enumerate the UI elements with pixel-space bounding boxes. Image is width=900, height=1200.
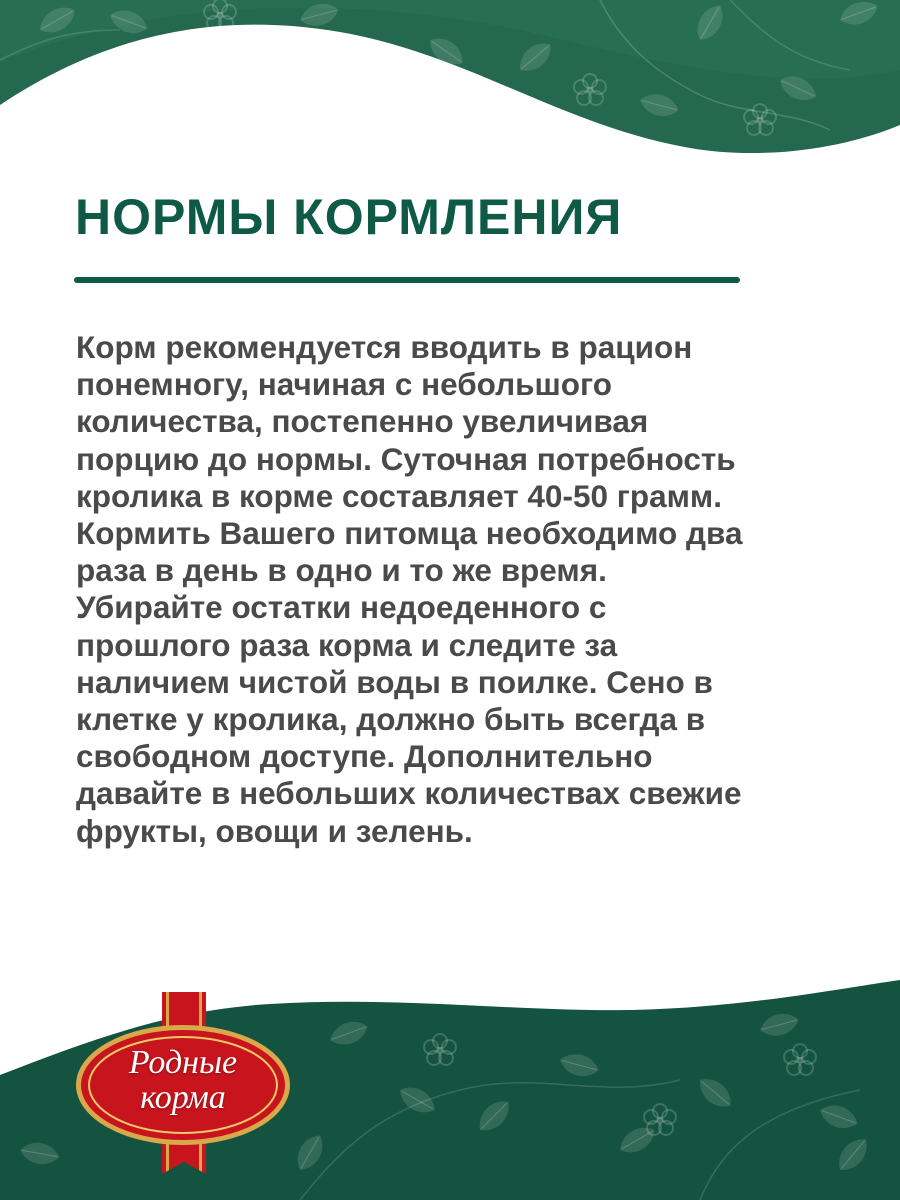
title-divider bbox=[74, 277, 740, 283]
page-title: НОРМЫ КОРМЛЕНИЯ bbox=[75, 189, 623, 245]
feeding-description: Корм рекомендуется вводить в рацион понемногу, начиная с небольшого количества, постепенно увеличивая порцию до нормы. Суточная потребность кролика в корме составляет 40-50 грамм. Кормить Вашего питомца необходимо два раза в день в одно и то же время. Убирайте остатки недоеденного с прошлого раза корма и следите за наличием чистой воды в поилке. Сено в клетке у кролика, должно быть всегда в свободном доступе. Дополнительно давайте в небольших количествах свежие фрукты, овощи и зелень. bbox=[76, 329, 743, 849]
brand-name-line1: Родные bbox=[128, 1044, 238, 1081]
brand-logo bbox=[74, 992, 292, 1174]
top-wave bbox=[0, 0, 900, 153]
brand-name-line2: корма bbox=[140, 1079, 226, 1116]
